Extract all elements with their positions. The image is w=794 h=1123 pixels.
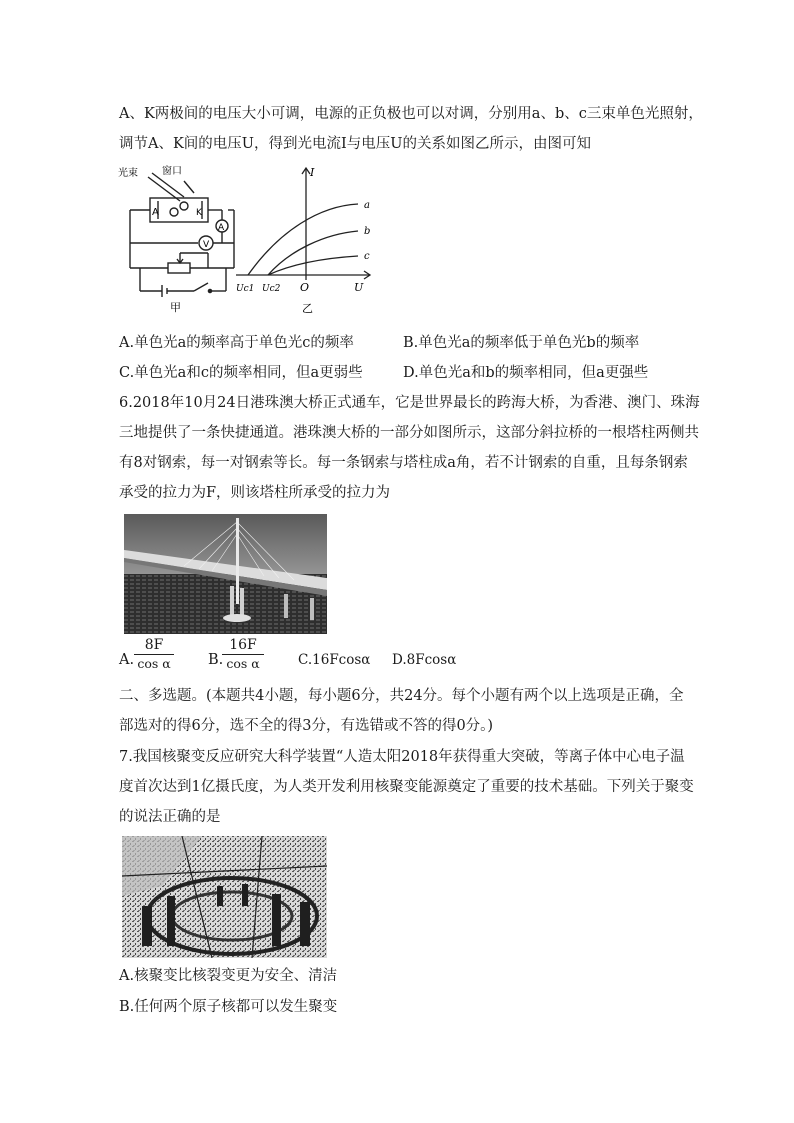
q6-option-b-denominator: cos α — [226, 656, 260, 671]
q7-option-a: A.核聚变比核裂变更为安全、清洁 — [119, 968, 338, 984]
beam-label: 光束 — [118, 168, 138, 179]
uc2-label: Uc2 — [262, 284, 281, 294]
q5-option-b: B.单色光a的频率低于单色光b的频率 — [403, 335, 640, 351]
curve-label-a: a — [364, 200, 370, 211]
current-voltage-graph — [230, 160, 380, 320]
section-2-line-1: 二、多选题。(本题共4小题，每小题6分，共24分。每个小题有两个以上选项是正确，全 — [119, 688, 684, 704]
q6-option-c: C.16Fcosα — [298, 652, 371, 668]
q6-option-a-numerator: 8F — [144, 637, 164, 653]
q5-option-d: D.单色光a和b的频率相同，但a更强些 — [403, 365, 649, 381]
intro-line-1: A、K两极间的电压大小可调，电源的正负极也可以对调，分别用a、b、c三束单色光照射， — [119, 106, 703, 122]
q7-line-3: 的说法正确的是 — [119, 809, 221, 825]
q6-option-b-fraction — [222, 637, 264, 671]
uc1-label: Uc1 — [236, 284, 255, 294]
curve-label-b: b — [364, 226, 371, 237]
q6-line-4: 承受的拉力为F，则该塔柱所承受的拉力为 — [119, 485, 391, 501]
anode-label: A — [152, 207, 159, 218]
q6-line-3: 有8对钢索，每一对钢索等长。每一条钢索与塔柱成a角，若不计钢索的自重，且每条钢索 — [119, 455, 688, 471]
photoelectric-circuit-diagram — [118, 163, 246, 315]
intro-line-2: 调节A、K间的电压U，得到光电流I与电压U的关系如图乙所示，由图可知 — [119, 136, 591, 152]
q6-option-b-numerator: 16F — [229, 637, 257, 653]
graph-caption: 乙 — [302, 302, 313, 315]
circuit-caption: 甲 — [170, 301, 181, 314]
q5-option-c: C.单色光a和c的频率相同，但a更弱些 — [119, 365, 363, 381]
bridge-photo — [124, 514, 327, 634]
ammeter-icon: A — [218, 223, 225, 233]
origin-label: O — [300, 281, 310, 294]
q5-option-a: A.单色光a的频率高于单色光c的频率 — [119, 335, 354, 351]
q6-line-2: 三地提供了一条快捷通道。港珠澳大桥的一部分如图所示，这部分斜拉桥的一根塔柱两侧共 — [119, 425, 699, 441]
window-label: 窗口 — [162, 166, 182, 177]
section-2-line-2: 部选对的得6分，选不全的得3分，有选错或不答的得0分。) — [119, 718, 494, 734]
q6-option-a-fraction — [134, 637, 174, 671]
q6-option-a-denominator: cos α — [137, 656, 171, 671]
axis-label-i: I — [310, 166, 315, 179]
q7-line-2: 度首次达到1亿摄氏度，为人类开发利用核聚变能源奠定了重要的技术基础。下列关于聚变 — [119, 779, 694, 795]
q6-option-b-label: B. — [208, 652, 224, 668]
q6-option-d: D.8Fcosα — [392, 652, 457, 668]
voltmeter-icon: V — [203, 240, 210, 250]
axis-label-u: U — [354, 281, 364, 294]
q7-line-1: 7.我国核聚变反应研究大科学装置“人造太阳2018年获得重大突破，等离子体中心电子温 — [119, 749, 685, 765]
cathode-label: K — [196, 208, 202, 218]
q6-option-a-label: A. — [119, 652, 135, 668]
q6-line-1: 6.2018年10月24日港珠澳大桥正式通车，它是世界最长的跨海大桥，为香港、澳门、珠海 — [119, 395, 700, 411]
curve-label-c: c — [364, 251, 370, 262]
fusion-device-photo — [122, 836, 327, 958]
q7-option-b: B.任何两个原子核都可以发生聚变 — [119, 999, 338, 1015]
